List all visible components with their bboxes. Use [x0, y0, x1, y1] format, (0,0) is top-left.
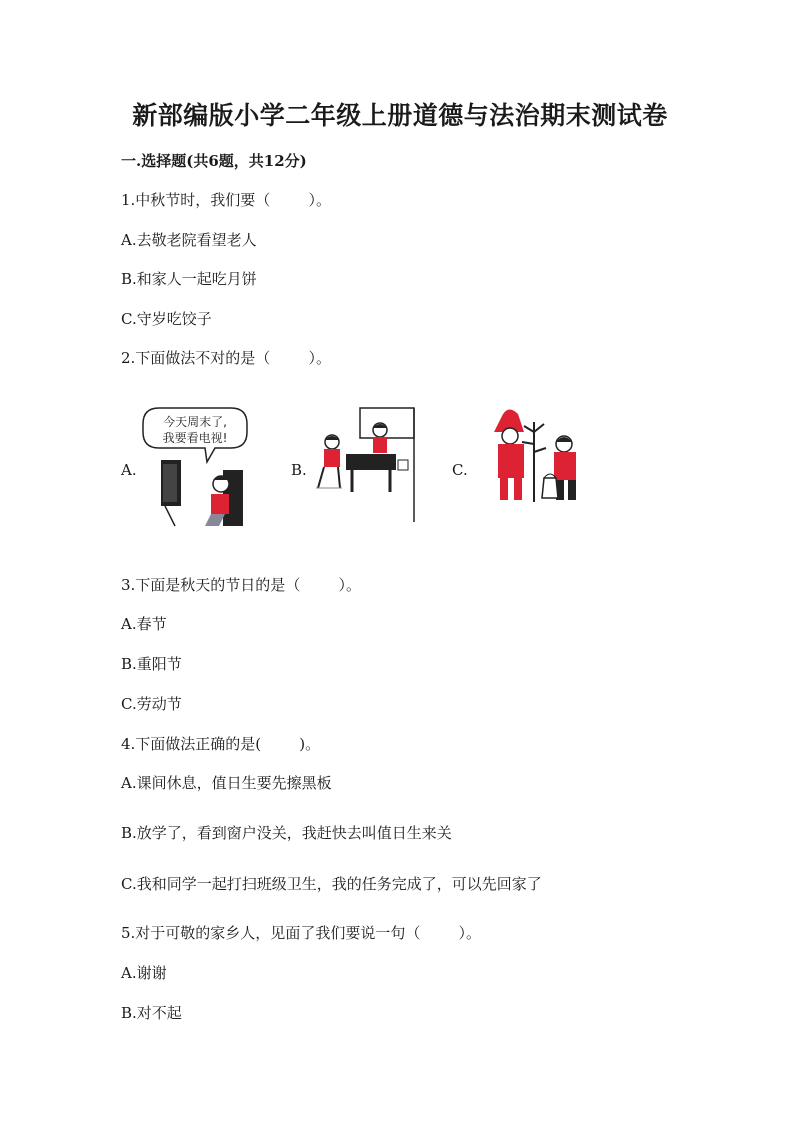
question-5: 5.对于可敬的家乡人，见面了我们要说一句（ ）。	[121, 924, 481, 942]
q1-option-b: B.和家人一起吃月饼	[121, 270, 257, 288]
q3-option-c: C.劳动节	[121, 695, 182, 713]
question-3: 3.下面是秋天的节日的是（ ）。	[121, 576, 361, 594]
q3-option-b: B.重阳节	[121, 655, 182, 673]
section-heading: 一.选择题(共6题，共12分)	[121, 152, 307, 170]
q2-figure-b-cleaning	[310, 402, 418, 528]
q2-figure-c-planting	[488, 402, 600, 528]
bubble-line-1: 今天周末了,	[163, 415, 227, 429]
q2-figure-label-c: C.	[452, 461, 468, 479]
child-body-icon	[211, 494, 229, 514]
bubble-line-2: 我要看电视!	[162, 431, 228, 445]
q5-option-a: A.谢谢	[121, 964, 167, 982]
q5-option-b: B.对不起	[121, 1004, 182, 1022]
q1-option-c: C.守岁吃饺子	[121, 310, 212, 328]
question-2: 2.下面做法不对的是（ ）。	[121, 349, 331, 367]
q2-figure-label-a: A.	[121, 461, 137, 479]
question-4: 4.下面做法正确的是( )。	[121, 735, 321, 753]
question-1: 1.中秋节时，我们要（ ）。	[121, 191, 331, 209]
q4-option-b: B.放学了，看到窗户没关，我赶快去叫值日生来关	[121, 824, 452, 842]
q3-option-a: A.春节	[121, 615, 167, 633]
desk-icon	[346, 454, 396, 470]
q1-option-a: A.去敬老院看望老人	[121, 231, 257, 249]
q4-option-a: A.课间休息，值日生要先擦黑板	[121, 774, 332, 792]
q2-figure-a-watching-tv	[135, 402, 255, 528]
page-title: 新部编版小学二年级上册道德与法治期末测试卷	[132, 101, 668, 130]
q2-figure-label-b: B.	[291, 461, 307, 479]
q4-option-c: C.我和同学一起打扫班级卫生，我的任务完成了，可以先回家了	[121, 875, 542, 893]
bucket-icon	[542, 478, 558, 498]
blackboard-icon	[360, 408, 414, 438]
